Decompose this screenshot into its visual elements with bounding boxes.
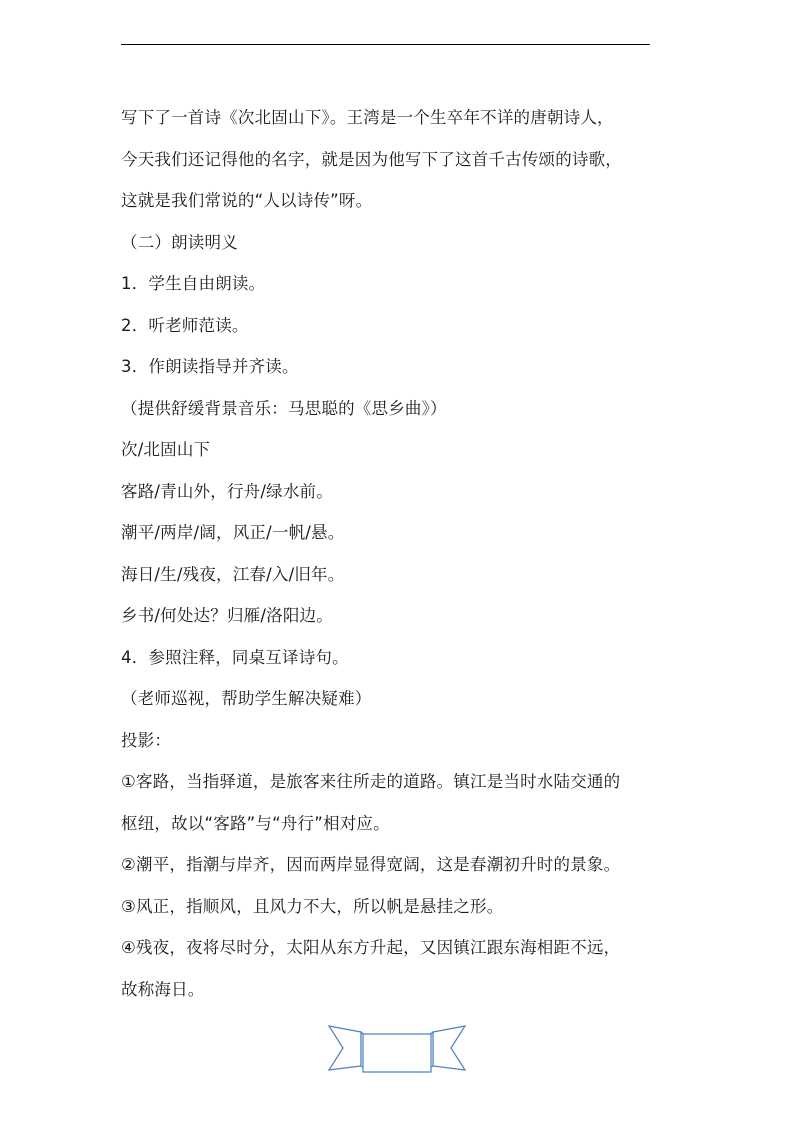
ribbon-banner-icon [327,1018,467,1076]
text-line: （提供舒缓背景音乐：马思聪的《思乡曲》） [121,398,447,418]
poem-line: 乡书/何处达？归雁/洛阳边。 [121,606,333,625]
section-heading: （二）朗读明义 [121,232,238,252]
list-item: 4．参照注释，同桌互译诗句。 [121,647,349,667]
note-line: 枢纽，故以“客路”与“舟行”相对应。 [121,813,390,833]
poem-title: 次/北固山下 [121,440,211,459]
note-line: ④残夜，夜将尽时分，太阳从东方升起，又因镇江跟东海相距不远， [121,938,621,957]
text-line: 这就是我们常说的“人以诗传”呀。 [121,191,373,210]
note-line: ③风正，指顺风，且风力不大，所以帆是悬挂之形。 [121,896,504,916]
text-line: 投影： [121,730,172,750]
note-line: ①客路，当指驿道，是旅客来往所走的道路。镇江是当时水陆交通的 [121,772,621,791]
note-line: 故称海日。 [121,979,205,999]
header-rule [121,44,650,45]
list-item: 3．作朗读指导并齐读。 [121,357,299,376]
poem-line: 客路/青山外，行舟/绿水前。 [121,481,333,501]
text-line: （老师巡视，帮助学生解决疑难） [121,689,372,708]
text-line: 写下了一首诗《次北固山下》。王湾是一个生卒年不详的唐朝诗人， [121,108,614,127]
text-line: 今天我们还记得他的名字，就是因为他写下了这首千古传颂的诗歌， [121,149,622,169]
poem-line: 潮平/两岸/阔，风正/一帆/悬。 [121,523,345,542]
note-line: ②潮平，指潮与岸齐，因而两岸显得宽阔，这是春潮初升时的景象。 [121,855,621,874]
list-item: 2．听老师范读。 [121,315,249,335]
list-item: 1．学生自由朗读。 [121,274,266,293]
poem-line: 海日/生/残夜，江春/入/旧年。 [121,564,345,584]
document-body [121,97,681,1010]
